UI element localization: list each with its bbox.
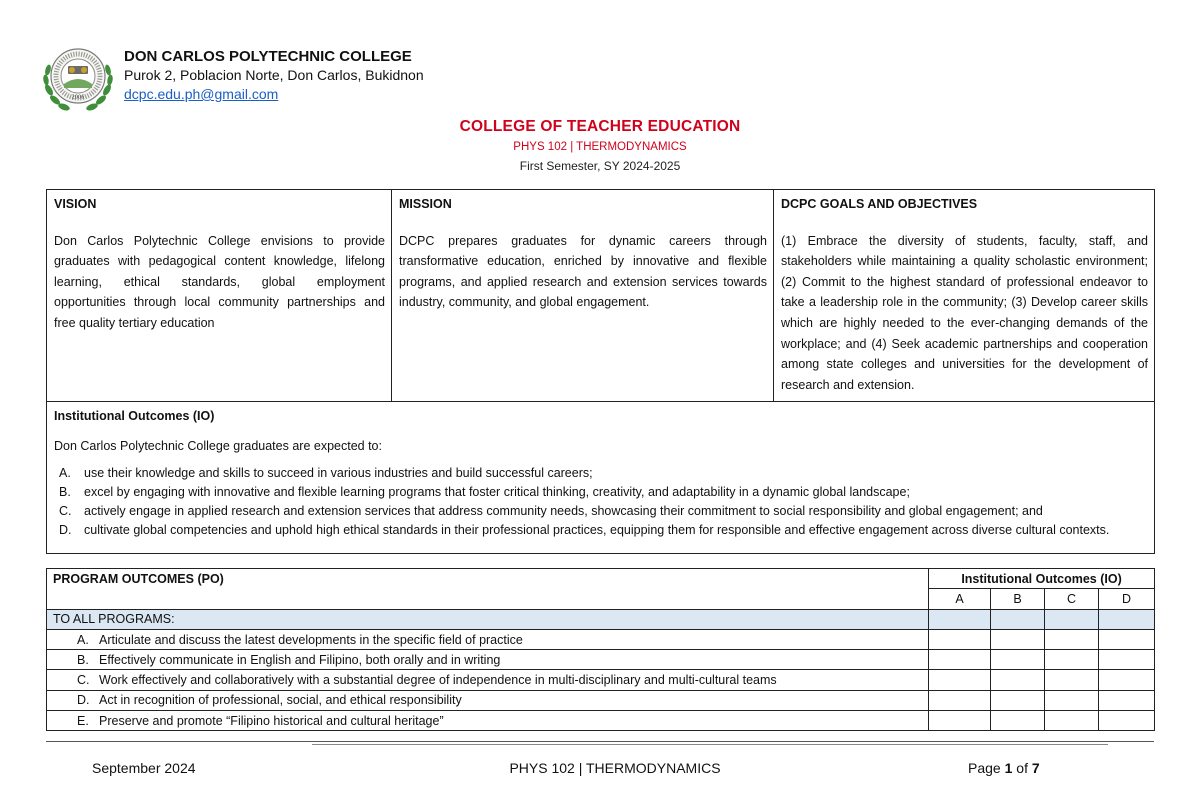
io-item-text: use their knowledge and skills to succeed in various industries and build successful careers; — [84, 465, 593, 480]
io-item-text: actively engage in applied research and extension services that address community needs, showcasing their commitment to social responsibility and global engagement; and — [84, 503, 1043, 518]
mapping-cell — [929, 650, 991, 670]
footer-date: September 2024 — [92, 760, 196, 776]
mapping-cell — [1099, 609, 1155, 629]
mapping-cell — [1045, 670, 1099, 690]
po-item — [47, 670, 929, 690]
po-item-text: Preserve and promote “Filipino historical and cultural heritage” — [99, 713, 444, 728]
course-title: PHYS 102 | THERMODYNAMICS — [513, 141, 687, 153]
io-column-b: B — [991, 589, 1045, 609]
mapping-cell — [929, 711, 991, 731]
mapping-cell — [1099, 690, 1155, 710]
po-item-letter: C. — [77, 673, 90, 688]
po-item — [47, 690, 929, 710]
mapping-cell — [1045, 650, 1099, 670]
po-item — [47, 629, 929, 649]
institution-address: Purok 2, Poblacion Norte, Don Carlos, Bukidnon — [124, 67, 424, 83]
po-item — [47, 650, 929, 670]
mapping-cell — [929, 629, 991, 649]
mapping-cell — [991, 711, 1045, 731]
mapping-cell — [991, 629, 1045, 649]
po-item — [47, 711, 929, 731]
io-column-d: D — [1099, 589, 1155, 609]
list-item — [54, 502, 1148, 521]
io-item-letter: C. — [59, 503, 72, 518]
institution-email-link[interactable]: dcpc.edu.ph@gmail.com — [124, 86, 279, 102]
io-column-a: A — [929, 589, 991, 609]
mapping-cell — [1045, 609, 1099, 629]
table-row — [47, 711, 1155, 731]
mapping-cell — [1045, 629, 1099, 649]
page-prefix: Page — [968, 760, 1005, 776]
program-outcomes-table — [46, 568, 1155, 731]
mapping-cell — [1045, 711, 1099, 731]
logo-year: 2006 — [71, 94, 85, 101]
institution-block — [124, 47, 424, 104]
mapping-cell — [1099, 629, 1155, 649]
institution-name: DON CARLOS POLYTECHNIC COLLEGE — [124, 48, 412, 65]
semester-label: First Semester, SY 2024-2025 — [519, 159, 681, 173]
po-io-heading: Institutional Outcomes (IO) — [929, 569, 1155, 589]
institutional-outcomes-cell — [47, 402, 1155, 554]
footer-course: PHYS 102 | THERMODYNAMICS — [509, 760, 721, 776]
io-item-text: cultivate global competencies and uphold high ethical standards in their professional practices, equipping them for responsible and effective engagement across diverse cultural contexts. — [84, 522, 1110, 537]
list-item — [54, 483, 1148, 502]
po-item-letter: B. — [77, 652, 89, 667]
po-item-text: Articulate and discuss the latest developments in the specific field of practice — [99, 632, 523, 647]
po-item-letter: A. — [77, 632, 89, 647]
table-row — [47, 690, 1155, 710]
mapping-cell — [991, 609, 1045, 629]
footer-page-number — [968, 760, 1040, 776]
page-of: of — [1012, 760, 1032, 776]
io-heading: Institutional Outcomes (IO) — [54, 409, 215, 424]
table-row — [47, 609, 1155, 629]
po-item-text: Work effectively and collaboratively with a substantial degree of independence in multi-disciplinary and multi-cultural teams — [99, 673, 777, 688]
mission-heading: MISSION — [399, 197, 452, 211]
list-item — [54, 464, 1148, 483]
io-item-letter: B. — [59, 484, 71, 499]
mapping-cell — [1099, 711, 1155, 731]
page-current: 1 — [1004, 760, 1013, 776]
mapping-cell — [1099, 670, 1155, 690]
footer-divider — [46, 741, 1154, 742]
vision-heading: VISION — [54, 197, 97, 211]
io-column-c: C — [1045, 589, 1099, 609]
goals-cell — [774, 190, 1155, 402]
page-total: 7 — [1031, 760, 1040, 776]
io-item-letter: D. — [59, 522, 72, 537]
college-seal-logo — [40, 40, 116, 116]
mapping-cell — [929, 609, 991, 629]
goals-heading: DCPC GOALS AND OBJECTIVES — [781, 197, 978, 211]
vision-cell — [47, 190, 392, 402]
list-item — [54, 521, 1148, 540]
po-item-text: Effectively communicate in English and Filipino, both orally and in writing — [99, 652, 501, 667]
table-row — [47, 650, 1155, 670]
po-heading: PROGRAM OUTCOMES (PO) — [47, 569, 929, 610]
mapping-cell — [1045, 690, 1099, 710]
mission-text: DCPC prepares graduates for dynamic careers through transformative education, enriched by innovative and flexible programs, and applied research and extension services towards industry, community, and global engagement. — [399, 233, 767, 310]
college-title: COLLEGE OF TEACHER EDUCATION — [459, 118, 741, 135]
mapping-cell — [1099, 650, 1155, 670]
vision-mission-goals-table — [46, 189, 1155, 554]
po-item-text: Act in recognition of professional, social, and ethical responsibility — [99, 693, 462, 708]
goals-text: (1) Embrace the diversity of students, faculty, staff, and stakeholders while maintaining a quality scholastic environment; (2) Commit to the highest standard of professional endeavor to take a leadership role in the community; (3) Develop career skills which are highly needed to the ever-changing demands of the workplace; and (4) Seek academic partnerships and cooperation among state colleges and universities for the development of research and extension. — [781, 233, 1148, 392]
io-intro: Don Carlos Polytechnic College graduates are expected to: — [54, 438, 382, 453]
io-list — [54, 464, 1148, 540]
po-item-letter: D. — [77, 693, 90, 708]
mapping-cell — [991, 690, 1045, 710]
mapping-cell — [929, 690, 991, 710]
table-row — [47, 670, 1155, 690]
po-group-label: TO ALL PROGRAMS: — [47, 609, 929, 629]
vision-text: Don Carlos Polytechnic College envisions to provide graduates with pedagogical content knowledge, lifelong learning, ethical standards, global employment opportunities through local community partnerships and free quality tertiary education — [54, 233, 385, 330]
mapping-cell — [991, 670, 1045, 690]
io-item-text: excel by engaging with innovative and flexible learning programs that foster critical thinking, creativity, and adaptability in a dynamic global landscape; — [84, 484, 910, 499]
table-row — [47, 629, 1155, 649]
mission-cell — [392, 190, 774, 402]
po-item-letter: E. — [77, 713, 89, 728]
mapping-cell — [929, 670, 991, 690]
footer-divider-secondary — [312, 744, 1108, 745]
io-item-letter: A. — [59, 465, 71, 480]
mapping-cell — [991, 650, 1045, 670]
